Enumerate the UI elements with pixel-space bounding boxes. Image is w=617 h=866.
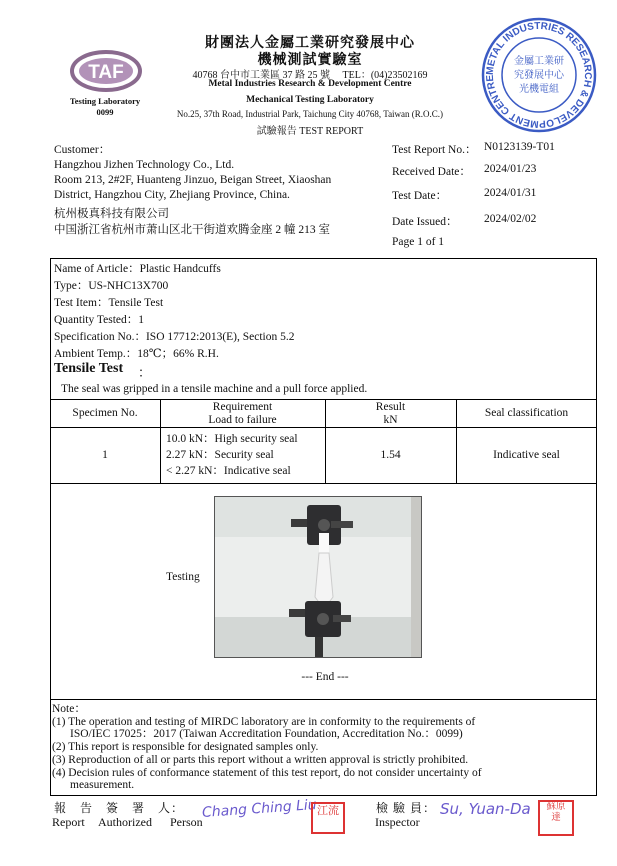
inspector-signature: Su, Yuan-Da: [440, 800, 531, 818]
seal-ring-text: METAL INDUSTRIES RESEARCH & DEVELOPMENT CENTRE: [484, 20, 594, 130]
authorized-label-en-3: Person: [170, 815, 203, 829]
note-1a: (1) The operation and testing of MIRDC laboratory are in conformity to the requirements of: [52, 716, 476, 728]
test-date: 2024/01/31: [484, 187, 537, 199]
notes-title: Note：: [52, 703, 86, 715]
lab-label: Testing Laboratory: [69, 96, 141, 106]
customer-address-cn: 中国浙江省杭州市萧山区北干街道欢腾金座 2 幢 213 室: [54, 224, 330, 236]
inspector-label-en: Inspector: [375, 815, 420, 829]
th-requirement: [160, 401, 325, 427]
authorized-label-en-1: Report: [52, 815, 85, 829]
customer-label: Customer：: [54, 144, 111, 156]
date-issued-label: Date Issued：: [392, 216, 458, 228]
institution-seal: [480, 16, 598, 134]
th-result-line-2: kN: [383, 414, 398, 426]
article-type: Type：US-NHC13X700: [54, 280, 169, 292]
ambient-temp: Ambient Temp.：18℃；66% R.H.: [54, 348, 219, 360]
dept-name-en: Mechanical Testing Laboratory: [246, 95, 374, 105]
svg-text:金屬工業研: 金屬工業研: [514, 56, 564, 67]
th-requirement-line-2: Load to failure: [208, 414, 277, 426]
inspector-stamp-text: 蘇原達: [546, 801, 566, 823]
report-no: N0123139-T01: [484, 141, 555, 153]
section-title: Tensile Test: [54, 361, 124, 376]
authorized-signature: Chang Ching Liu: [201, 797, 318, 821]
customer-address-2: District, Hangzhou City, Zhejiang Province, China.: [54, 189, 290, 201]
address-cn: 40768 台中市工業區 37 路 25 號 TEL：(04)23502169: [192, 70, 428, 81]
taf-logo-text: TAF: [88, 62, 124, 83]
note-4a: (4) Decision rules of conformance statement of this test report, do not consider uncertainty of: [52, 767, 482, 779]
test-date-label: Test Date：: [392, 190, 448, 202]
note-2: (2) This report is responsible for designated samples only.: [52, 741, 319, 753]
svg-text:光機電組: 光機電組: [519, 84, 559, 95]
th-result-line-1: Result: [375, 401, 406, 413]
org-name-en: Metal Industries Research & Development Centre: [208, 79, 412, 89]
end-marker: --- End ---: [301, 671, 349, 683]
lab-number: 0099: [96, 107, 114, 117]
test-item: Test Item：Tensile Test: [54, 297, 164, 309]
th-result: [325, 401, 456, 427]
note-1b: ISO/IEC 17025：2017 (Taiwan Accreditation Foundation, Accreditation No.：0099): [70, 728, 463, 740]
table-row-bottom-line: [50, 483, 597, 484]
th-classification: Seal classification: [484, 407, 569, 419]
received-date: 2024/01/23: [484, 163, 537, 175]
date-issued: 2024/02/02: [484, 213, 537, 225]
inspector-label-cn: 檢 驗 員：: [376, 801, 437, 815]
td-result: 1.54: [380, 449, 401, 461]
note-4b: measurement.: [70, 779, 135, 791]
req-security: 2.27 kN：Security seal: [166, 449, 274, 461]
table-header-bottom-line: [50, 427, 597, 428]
org-name-cn: 財團法人金屬工業研究發展中心: [205, 36, 415, 51]
inspector-stamp: [538, 800, 574, 836]
photo-label: Testing: [166, 571, 200, 583]
report-title: 試驗報告 TEST REPORT: [256, 126, 364, 137]
customer-name-cn: 杭州极真科技有限公司: [54, 208, 169, 220]
td-classification: Indicative seal: [493, 449, 560, 461]
test-photo: [214, 496, 422, 658]
th-specimen: Specimen No.: [72, 407, 138, 419]
customer-address-1: Room 213, 2#2F, Huanteng Jinzuo, Beigan Street, Xiaoshan: [54, 174, 332, 186]
received-date-label: Received Date：: [392, 166, 471, 178]
lab-accreditation: [50, 96, 160, 118]
th-requirement-line-1: Requirement: [212, 401, 273, 413]
article-name: Name of Article：Plastic Handcuffs: [54, 263, 221, 275]
report-no-label: Test Report No.：: [392, 144, 477, 156]
address-en: No.25, 37th Road, Industrial Park, Taichung City 40768, Taiwan (R.O.C.): [176, 109, 444, 119]
quantity-tested: Quantity Tested：1: [54, 314, 145, 326]
authorized-person-label-cn: 報 告 簽 署 人：: [54, 801, 185, 815]
svg-text:究發展中心: 究發展中心: [514, 70, 564, 81]
req-indicative: < 2.27 kN：Indicative seal: [166, 465, 291, 477]
customer-name: Hangzhou Jizhen Technology Co., Ltd.: [54, 159, 235, 171]
authorized-label-en-2: Authorized: [98, 815, 152, 829]
note-3: (3) Reproduction of all or parts this report without a written approval is strictly prohibited.: [52, 754, 469, 766]
lab-name-cn: 機械測試實驗室: [257, 53, 363, 68]
td-specimen: 1: [102, 449, 108, 461]
authorized-stamp-text: 江流: [317, 804, 339, 817]
taf-logo: [70, 50, 142, 92]
page-number: Page 1 of 1: [392, 236, 445, 248]
specification-no: Specification No.：ISO 17712:2013(E), Section 5.2: [54, 331, 295, 343]
table-bottom-line: [50, 699, 597, 700]
td-requirement: [166, 431, 325, 479]
section-colon: ：: [138, 365, 152, 380]
test-description: The seal was gripped in a tensile machine and a pull force applied.: [61, 383, 368, 395]
table-top-line: [50, 399, 597, 400]
req-high-security: 10.0 kN：High security seal: [166, 433, 298, 445]
authorized-stamp: [311, 802, 345, 834]
